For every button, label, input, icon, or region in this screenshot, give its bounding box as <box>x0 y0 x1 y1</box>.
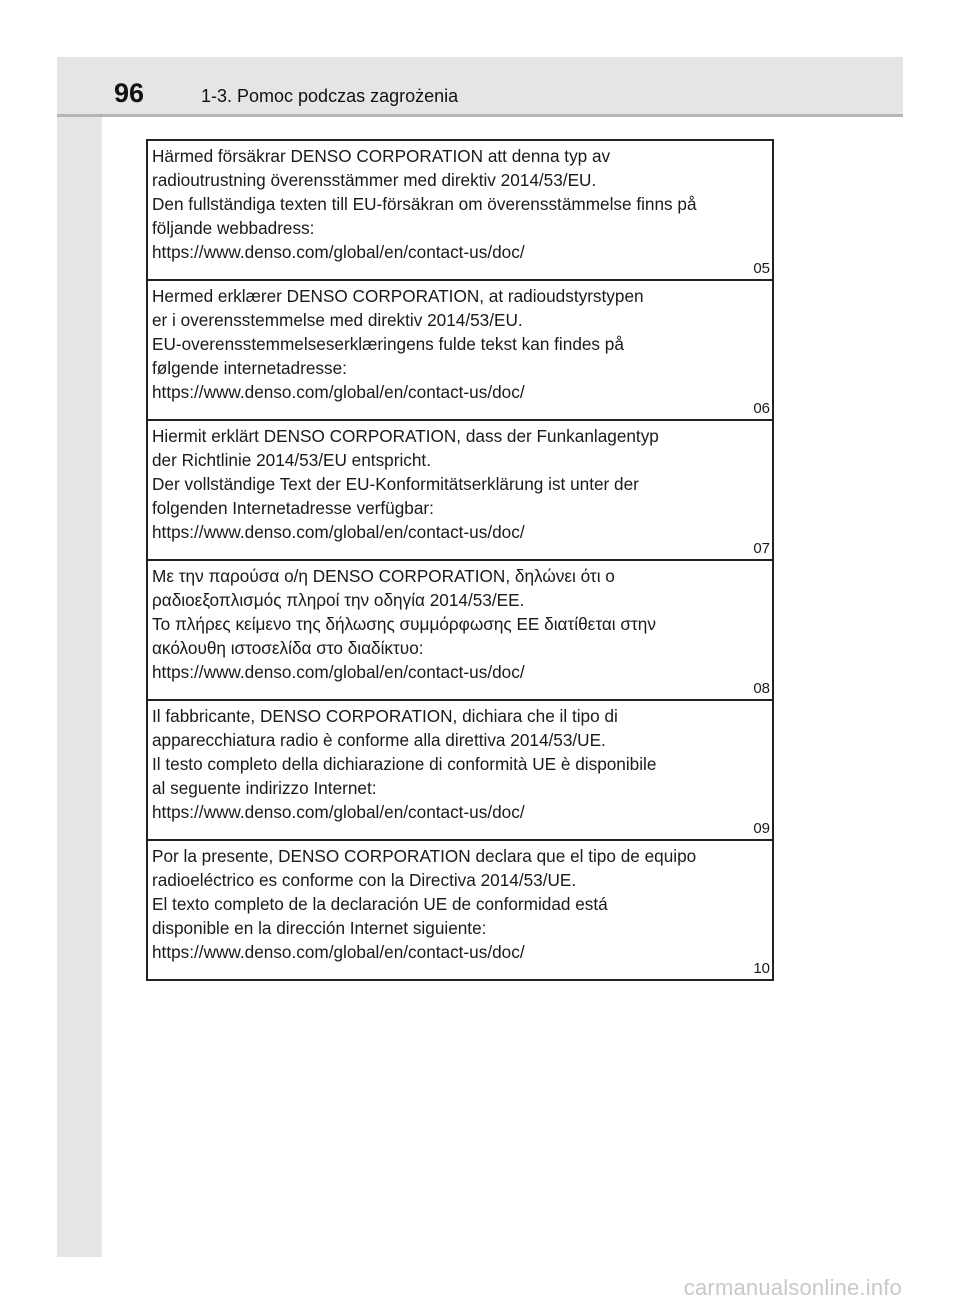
declaration-url: https://www.denso.com/global/en/contact-us/doc/ <box>152 522 525 542</box>
declaration-row-german <box>148 421 772 561</box>
declaration-line: er i overensstemmelse med direktiv 2014/53/EU. <box>152 310 523 330</box>
declaration-line: Il fabbricante, DENSO CORPORATION, dichiara che il tipo di <box>152 706 618 726</box>
declaration-code: 06 <box>753 400 770 417</box>
declaration-code: 10 <box>753 960 770 977</box>
declaration-line: Den fullständiga texten till EU-försäkran om överensstämmelse finns på <box>152 194 697 214</box>
declaration-line: ραδιοεξοπλισμός πληροί την οδηγία 2014/53/ΕΕ. <box>152 590 525 610</box>
declaration-row-greek <box>148 561 772 701</box>
declaration-url: https://www.denso.com/global/en/contact-us/doc/ <box>152 662 525 682</box>
page-header <box>57 57 903 114</box>
declaration-row-danish <box>148 281 772 421</box>
declaration-code: 05 <box>753 260 770 277</box>
declaration-line: radioeléctrico es conforme con la Directiva 2014/53/UE. <box>152 870 577 890</box>
declaration-line: apparecchiatura radio è conforme alla direttiva 2014/53/UE. <box>152 730 606 750</box>
declaration-line: Härmed försäkrar DENSO CORPORATION att denna typ av <box>152 146 611 166</box>
declaration-line: Der vollständige Text der EU-Konformitätserklärung ist unter der <box>152 474 639 494</box>
declaration-line: disponible en la dirección Internet siguiente: <box>152 918 487 938</box>
declaration-code: 07 <box>753 540 770 557</box>
declaration-line: ακόλουθη ιστοσελίδα στο διαδίκτυο: <box>152 638 424 658</box>
declaration-line: EU-overensstemmelseserklæringens fulde tekst kan findes på <box>152 334 624 354</box>
declaration-url: https://www.denso.com/global/en/contact-us/doc/ <box>152 242 525 262</box>
declaration-line: Por la presente, DENSO CORPORATION declara que el tipo de equipo <box>152 846 697 866</box>
declaration-line: Με την παρούσα ο/η DENSO CORPORATION, δηλώνει ότι ο <box>152 566 615 586</box>
declaration-line: folgenden Internetadresse verfügbar: <box>152 498 434 518</box>
declaration-row-spanish <box>148 841 772 981</box>
page-side-bar <box>57 57 102 1257</box>
declaration-line: Hermed erklærer DENSO CORPORATION, at radioudstyrstypen <box>152 286 644 306</box>
page-number: 96 <box>114 78 145 108</box>
declaration-url: https://www.denso.com/global/en/contact-us/doc/ <box>152 802 525 822</box>
declaration-row-italian <box>148 701 772 841</box>
declaration-line: Il testo completo della dichiarazione di conformità UE è disponibile <box>152 754 657 774</box>
declaration-line: al seguente indirizzo Internet: <box>152 778 377 798</box>
watermark: carmanualsonline.info <box>683 1275 902 1300</box>
declaration-line: Hiermit erklärt DENSO CORPORATION, dass der Funkanlagentyp <box>152 426 659 446</box>
declaration-line: radioutrustning överensstämmer med direktiv 2014/53/EU. <box>152 170 597 190</box>
declaration-line: följande webbadress: <box>152 218 315 238</box>
declaration-url: https://www.denso.com/global/en/contact-us/doc/ <box>152 942 525 962</box>
section-title: 1-3. Pomoc podczas zagrożenia <box>201 86 459 106</box>
header-divider <box>57 114 903 117</box>
declaration-code: 09 <box>753 820 770 837</box>
declaration-line: der Richtlinie 2014/53/EU entspricht. <box>152 450 431 470</box>
declaration-line: Το πλήρες κείμενο της δήλωσης συμμόρφωσης ΕΕ διατίθεται στην <box>152 614 656 634</box>
declaration-url: https://www.denso.com/global/en/contact-us/doc/ <box>152 382 525 402</box>
declaration-table <box>146 139 774 981</box>
declaration-code: 08 <box>753 680 770 697</box>
declaration-row-swedish <box>148 141 772 281</box>
declaration-line: følgende internetadresse: <box>152 358 347 378</box>
declaration-line: El texto completo de la declaración UE de conformidad está <box>152 894 608 914</box>
